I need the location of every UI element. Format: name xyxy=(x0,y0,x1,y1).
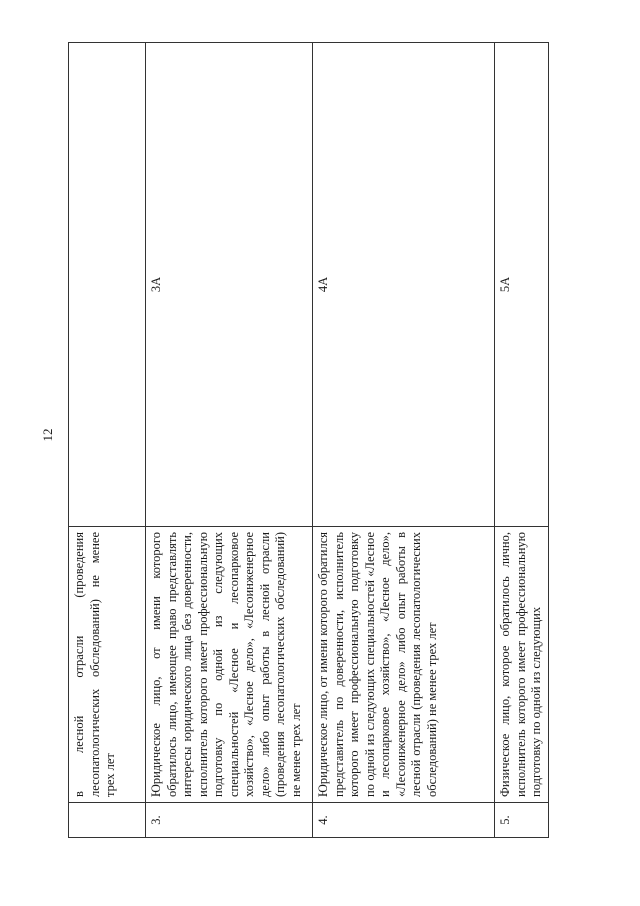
row-code: 3А xyxy=(146,43,313,527)
row-description: Юридическое лицо, от имени которого обратился представитель по доверенности, исполнитель которого имеет профессиональную подготовку по одной из следующих специальностей «Лесное и лесопарковое хозяйство», «Лесное дело», «Лесоинженерное дело» либо опыт работы в лесной отрасли (проведения лесопатологических обследований) не менее трех лет xyxy=(313,527,495,803)
table-row xyxy=(69,43,146,838)
row-description: Физическое лицо, которое обратилось лично, исполнитель которого имеет профессиональную подготовку по одной из следующих xyxy=(495,527,549,803)
row-code: 4А xyxy=(313,43,495,527)
table-row xyxy=(146,43,313,838)
table-row xyxy=(313,43,495,838)
rotated-table-container xyxy=(68,42,564,838)
row-code xyxy=(69,43,146,527)
row-description: в лесной отрасли (проведения лесопатологических обследований) не менее трех лет xyxy=(69,527,146,803)
row-description: Юридическое лицо, от имени которого обратилось лицо, имеющее право представлять интересы юридического лица без доверенности, исполнитель которого имеет профессиональную подготовку по одной из следующих специальностей «Лесное и лесопарковое хозяйство», «Лесное дело», «Лесоинженерное дело» либо опыт работы в лесной отрасли (проведения лесопатологических обследований) не менее трех лет xyxy=(146,527,313,803)
requirements-table xyxy=(68,42,549,838)
row-number: 5. xyxy=(495,803,549,838)
page-number: 12 xyxy=(40,428,55,442)
row-number xyxy=(69,803,146,838)
row-number: 4. xyxy=(313,803,495,838)
row-code: 5А xyxy=(495,43,549,527)
table-row xyxy=(495,43,549,838)
row-number: 3. xyxy=(146,803,313,838)
